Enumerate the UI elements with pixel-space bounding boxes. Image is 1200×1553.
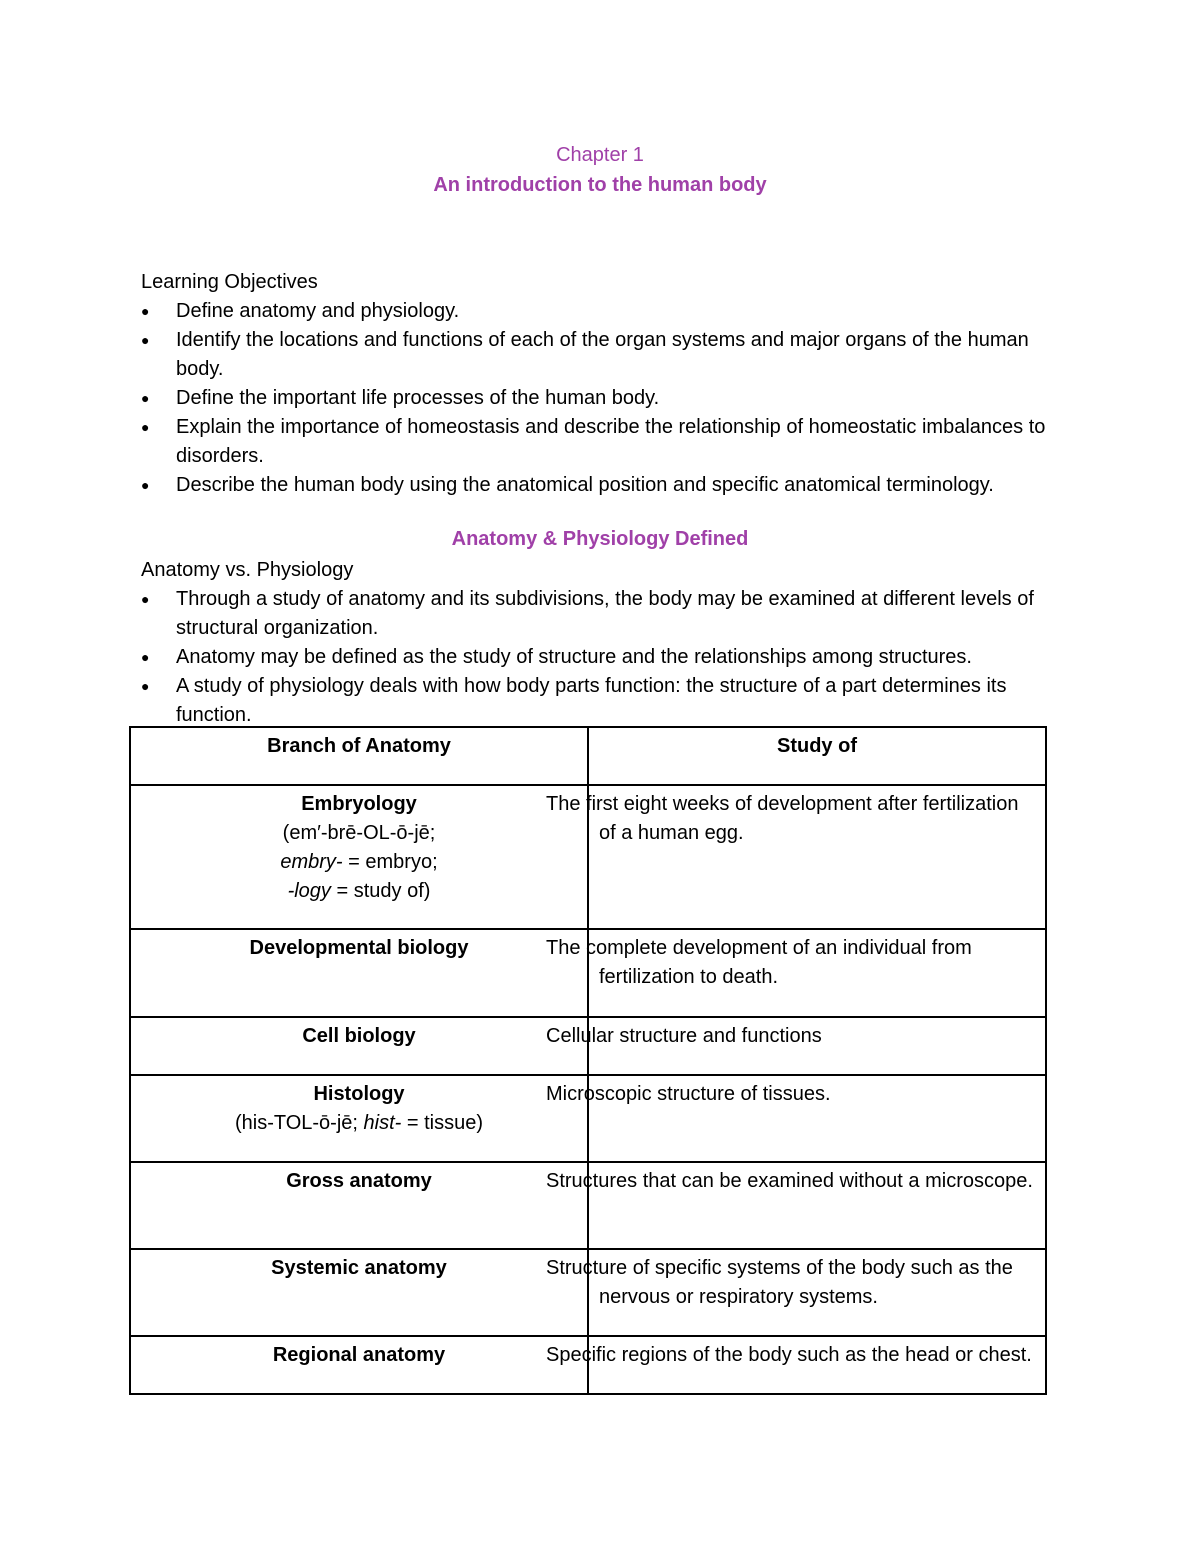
table-row — [130, 785, 1046, 929]
list-item: ● Describe the human body using the anatomical position and specific anatomical terminology. — [141, 471, 1071, 500]
study-cell: Microscopic structure of tissues. — [588, 1075, 1046, 1162]
table-row — [130, 1249, 1046, 1336]
column-header: Study of — [588, 727, 1046, 785]
study-cell: Cellular structure and functions — [588, 1017, 1046, 1075]
section-subheading: Anatomy vs. Physiology — [141, 559, 354, 581]
objectives-list — [141, 297, 1071, 500]
root-term: embry- — [280, 851, 343, 873]
root-term: -logy — [287, 880, 331, 902]
study-cell: The complete development of an individual from fertilization to death. — [588, 929, 1046, 1017]
branch-name: Histology — [313, 1083, 405, 1105]
chapter-label: Chapter 1 — [556, 144, 644, 166]
study-cell: The first eight weeks of development after fertilization of a human egg. — [588, 785, 1046, 929]
list-item: ● Anatomy may be defined as the study of structure and the relationships among structures. — [141, 643, 1071, 672]
column-header: Branch of Anatomy — [130, 727, 588, 785]
table-row — [130, 1162, 1046, 1249]
list-item: ● Identify the locations and functions of each of the organ systems and major organs of the human body. — [141, 326, 1071, 384]
pronunciation — [141, 1109, 577, 1138]
anatomy-list — [141, 585, 1071, 730]
study-cell: Structure of specific systems of the body such as the nervous or respiratory systems. — [588, 1249, 1046, 1336]
branch-name: Regional anatomy — [130, 1336, 588, 1394]
anatomy-branches-table — [129, 726, 1047, 1395]
root-meaning: = embryo; — [342, 851, 438, 873]
objectives-heading: Learning Objectives — [141, 271, 318, 293]
root-meaning: = study of) — [330, 880, 431, 902]
list-item: ● Define the important life processes of the human body. — [141, 384, 1071, 413]
list-item: ● Explain the importance of homeostasis and describe the relationship of homeostatic imbalances to disorders. — [141, 413, 1071, 471]
study-cell: Structures that can be examined without a microscope. — [588, 1162, 1046, 1249]
list-item: ● Through a study of anatomy and its subdivisions, the body may be examined at different levels of structural organization. — [141, 585, 1071, 643]
table-row — [130, 1017, 1046, 1075]
word-root — [141, 848, 577, 877]
table-row — [130, 1075, 1046, 1162]
root-term: hist- — [363, 1112, 402, 1134]
branch-name: Developmental biology — [130, 929, 588, 1017]
study-cell: Specific regions of the body such as the head or chest. — [588, 1336, 1046, 1394]
table-row — [130, 929, 1046, 1017]
table-header-row — [130, 727, 1046, 785]
branch-cell — [130, 1075, 588, 1162]
list-item: ● A study of physiology deals with how body parts function: the structure of a part determines its function. — [141, 672, 1071, 730]
pronunciation: (em′-brē-OL-ō-jē; — [282, 822, 436, 844]
pron-text: (his-TOL-ō-jē; — [234, 1112, 364, 1134]
branch-name: Embryology — [301, 793, 417, 815]
chapter-title: An introduction to the human body — [433, 174, 767, 196]
table-row — [130, 1336, 1046, 1394]
section-title: Anatomy & Physiology Defined — [451, 528, 749, 550]
branch-cell — [130, 785, 588, 929]
list-item: ● Define anatomy and physiology. — [141, 297, 1071, 326]
word-root — [141, 877, 577, 906]
branch-name: Cell biology — [130, 1017, 588, 1075]
root-meaning: = tissue) — [401, 1112, 484, 1134]
branch-name: Systemic anatomy — [130, 1249, 588, 1336]
branch-name: Gross anatomy — [130, 1162, 588, 1249]
